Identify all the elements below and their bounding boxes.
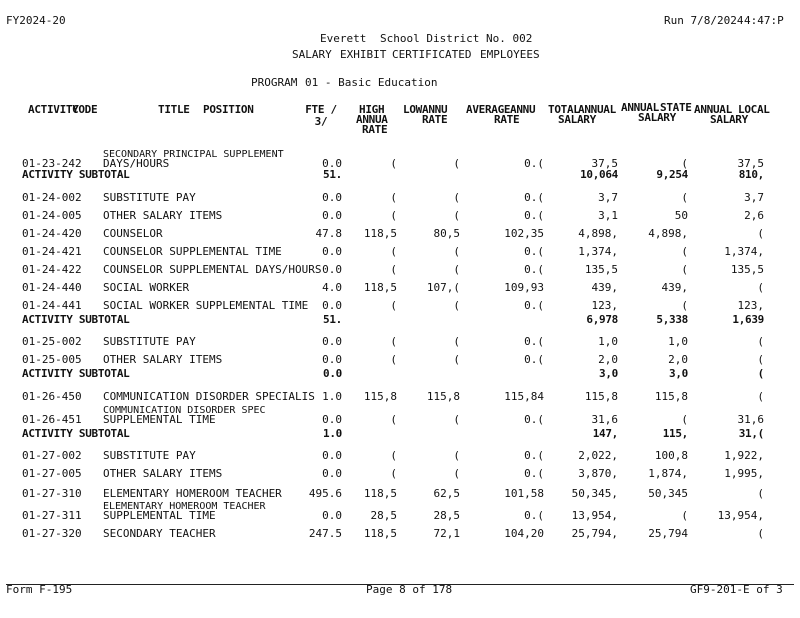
col-local-1: ANNUAL (694, 103, 732, 116)
cell-fte: 0.0 (322, 413, 342, 426)
cell-fte: 47.8 (315, 227, 342, 240)
cell-total: 25,794, (571, 527, 618, 540)
cell-state: 9,254 (656, 168, 688, 181)
row-code: 01-27-311 (22, 509, 82, 522)
cell-local: ( (757, 335, 764, 348)
cell-local: 31,( (738, 427, 764, 440)
row-title: SUBSTITUTE PAY (103, 449, 196, 462)
col-total-2: ANNUAL (578, 103, 616, 116)
row-title: SECONDARY TEACHER (103, 527, 216, 540)
cell-high: ( (390, 335, 397, 348)
row-title: SOCIAL WORKER (103, 281, 190, 294)
cell-local: 13,954, (717, 509, 764, 522)
cell-avg: 109,93 (504, 281, 544, 294)
row-code: 01-24-420 (22, 227, 82, 240)
cell-state: 50 (674, 209, 688, 222)
cell-local: 135,5 (730, 263, 764, 276)
col-high-3: RATE (362, 123, 388, 136)
cell-avg: 0.( (524, 209, 544, 222)
row-title: COUNSELOR SUPPLEMENTAL TIME (103, 245, 282, 258)
col-position: POSITION (203, 103, 254, 116)
cell-state: 1,874, (648, 467, 688, 480)
col-low-2: ANNU (422, 103, 448, 116)
cell-avg: 0.( (524, 509, 544, 522)
run-date: Run 7/8/2024 (664, 14, 744, 27)
row-title-line2: SECONDARY PRINCIPAL SUPPLEMENT (103, 149, 284, 160)
cell-fte: 0.0 (322, 157, 342, 170)
col-local-3: SALARY (710, 113, 748, 126)
cell-avg: 0.( (524, 467, 544, 480)
col-activity: ACTIVITY (28, 103, 79, 116)
page-number: Page 8 of 178 (366, 583, 453, 596)
col-low-1: LOW (403, 103, 422, 116)
subtotal-label: ACTIVITY SUBTOTAL (22, 427, 130, 440)
cell-total: 50,345, (571, 487, 618, 500)
cell-local: ( (757, 281, 764, 294)
cell-avg: 0.( (524, 413, 544, 426)
cell-total: 2,022, (578, 449, 618, 462)
cell-total: 2,0 (598, 353, 618, 366)
row-code: 01-24-422 (22, 263, 82, 276)
cell-local: 1,374, (724, 245, 764, 258)
cell-low: 107,( (426, 281, 460, 294)
cell-total: 3,870, (578, 467, 618, 480)
col-high-1: HIGH (359, 103, 385, 116)
row-title-line2: ELEMENTARY HOMEROOM TEACHER (103, 501, 266, 512)
cell-total: 6,978 (586, 313, 618, 326)
run-time: 4:47:P (744, 14, 784, 27)
cell-total: 123, (591, 299, 618, 312)
cell-avg: 0.( (524, 157, 544, 170)
subtotal-label: ACTIVITY SUBTOTAL (22, 313, 130, 326)
cell-local: ( (757, 353, 764, 366)
cell-fte: 0.0 (323, 367, 342, 380)
row-code: 01-24-005 (22, 209, 82, 222)
col-total-1: TOTAL (548, 103, 580, 116)
cell-local: ( (757, 227, 764, 240)
subtotal-label: ACTIVITY SUBTOTAL (22, 168, 130, 181)
cell-avg: 0.( (524, 299, 544, 312)
cell-low: ( (453, 299, 460, 312)
col-avg-2: ANNU (510, 103, 536, 116)
report-title-employees: EMPLOYEES (480, 48, 540, 61)
row-title: SUPPLEMENTAL TIME (103, 413, 216, 426)
cell-low: 28,5 (433, 509, 460, 522)
cell-high: ( (390, 449, 397, 462)
cell-total: 10,064 (580, 168, 618, 181)
cell-high: 118,5 (363, 281, 397, 294)
row-code: 01-27-002 (22, 449, 82, 462)
cell-fte: 51. (323, 313, 342, 326)
cell-fte: 495.6 (308, 487, 342, 500)
cell-state: 1,0 (668, 335, 688, 348)
cell-total: 3,1 (598, 209, 618, 222)
cell-low: ( (453, 413, 460, 426)
cell-state: ( (681, 263, 688, 276)
cell-local: ( (757, 527, 764, 540)
row-code: 01-24-441 (22, 299, 82, 312)
row-code: 01-27-320 (22, 527, 82, 540)
col-total-3: SALARY (558, 113, 596, 126)
subtotal-label: ACTIVITY SUBTOTAL (22, 367, 130, 380)
row-title-line2: COMMUNICATION DISORDER SPEC (103, 405, 266, 416)
cell-local: 1,995, (724, 467, 764, 480)
cell-low: ( (453, 263, 460, 276)
cell-local: 37,5 (737, 157, 764, 170)
cell-state: 2,0 (668, 353, 688, 366)
row-title: ELEMENTARY HOMEROOM TEACHER (103, 487, 282, 500)
row-title: OTHER SALARY ITEMS (103, 353, 223, 366)
col-code: CODE (72, 103, 98, 116)
cell-high: ( (390, 245, 397, 258)
cell-fte: 0.0 (322, 353, 342, 366)
cell-low: 72,1 (433, 527, 460, 540)
cell-avg: 115,84 (504, 390, 544, 403)
cell-total: 37,5 (591, 157, 618, 170)
col-state-2: STATE (660, 101, 692, 114)
cell-low: 80,5 (433, 227, 460, 240)
row-title: SUBSTITUTE PAY (103, 191, 196, 204)
col-fte: FTE / 3/ (305, 103, 337, 128)
cell-local: 31,6 (737, 413, 764, 426)
cell-state: ( (681, 191, 688, 204)
col-local-2: LOCAL (738, 103, 770, 116)
cell-total: 1,0 (598, 335, 618, 348)
cell-high: ( (390, 157, 397, 170)
col-state-3: SALARY (638, 111, 676, 124)
row-title: OTHER SALARY ITEMS (103, 209, 223, 222)
cell-high: ( (390, 209, 397, 222)
cell-fte: 51. (323, 168, 342, 181)
cell-total: 31,6 (591, 413, 618, 426)
cell-total: 3,7 (598, 191, 618, 204)
cell-state: ( (681, 157, 688, 170)
cell-total: 4,898, (578, 227, 618, 240)
cell-low: ( (453, 245, 460, 258)
report-code: GF9-201-E of 3 (690, 583, 783, 596)
cell-low: ( (453, 335, 460, 348)
cell-avg: 104,20 (504, 527, 544, 540)
cell-state: 25,794 (648, 527, 688, 540)
cell-high: ( (390, 191, 397, 204)
col-high-2: ANNUA (356, 113, 388, 126)
cell-avg: 102,35 (504, 227, 544, 240)
cell-avg: 0.( (524, 245, 544, 258)
cell-high: ( (390, 467, 397, 480)
cell-state: ( (681, 413, 688, 426)
row-code: 01-23-242 (22, 157, 82, 170)
cell-local: ( (757, 367, 764, 380)
cell-total: 3,0 (599, 367, 618, 380)
program-label: PROGRAM (251, 76, 298, 89)
fiscal-year: FY2024-20 (6, 14, 66, 27)
cell-total: 147, (592, 427, 618, 440)
cell-state: 115, (662, 427, 688, 440)
cell-state: 4,898, (648, 227, 688, 240)
cell-high: 115,8 (363, 390, 397, 403)
cell-high: 118,5 (363, 527, 397, 540)
row-code: 01-24-440 (22, 281, 82, 294)
cell-low: 115,8 (426, 390, 460, 403)
cell-fte: 1.0 (323, 427, 342, 440)
row-code: 01-25-005 (22, 353, 82, 366)
form-number: Form F-195 (6, 583, 73, 596)
cell-local: ( (757, 390, 764, 403)
col-avg-3: RATE (494, 113, 520, 126)
cell-high: 118,5 (363, 487, 397, 500)
cell-local: 1,922, (724, 449, 764, 462)
cell-fte: 4.0 (322, 281, 342, 294)
row-code: 01-27-310 (22, 487, 82, 500)
cell-low: ( (453, 449, 460, 462)
cell-total: 1,374, (578, 245, 618, 258)
row-code: 01-24-002 (22, 191, 82, 204)
cell-low: ( (453, 191, 460, 204)
row-title: OTHER SALARY ITEMS (103, 467, 223, 480)
cell-fte: 0.0 (322, 191, 342, 204)
cell-high: ( (390, 263, 397, 276)
cell-high: ( (390, 353, 397, 366)
cell-total: 135,5 (584, 263, 618, 276)
cell-state: ( (681, 299, 688, 312)
cell-low: ( (453, 209, 460, 222)
row-code: 01-26-451 (22, 413, 82, 426)
cell-high: 118,5 (363, 227, 397, 240)
cell-high: ( (390, 413, 397, 426)
cell-fte: 0.0 (322, 509, 342, 522)
row-code: 01-25-002 (22, 335, 82, 348)
district-name: Everett (320, 32, 367, 45)
row-code: 01-27-005 (22, 467, 82, 480)
col-avg-1: AVERAGE (466, 103, 511, 116)
cell-fte: 0.0 (322, 449, 342, 462)
district-number: School District No. 002 (380, 32, 533, 45)
cell-local: 1,639 (732, 313, 764, 326)
report-title-salary: SALARY (292, 48, 332, 61)
cell-fte: 0.0 (322, 245, 342, 258)
cell-avg: 101,58 (504, 487, 544, 500)
cell-low: ( (453, 353, 460, 366)
row-title: SUPPLEMENTAL TIME (103, 509, 216, 522)
cell-total: 13,954, (571, 509, 618, 522)
cell-state: 439, (661, 281, 688, 294)
row-code: 01-24-421 (22, 245, 82, 258)
cell-total: 115,8 (584, 390, 618, 403)
col-state-1: ANNUAL (621, 101, 659, 114)
cell-fte: 1.0 (322, 390, 342, 403)
cell-state: 100,8 (654, 449, 688, 462)
row-title: COMMUNICATION DISORDER SPECIALIS (103, 390, 315, 403)
cell-state: 115,8 (654, 390, 688, 403)
col-low-3: RATE (422, 113, 448, 126)
report-title-exhibit: EXHIBIT (340, 48, 387, 61)
row-title: SUBSTITUTE PAY (103, 335, 196, 348)
cell-fte: 0.0 (322, 263, 342, 276)
cell-state: 5,338 (656, 313, 688, 326)
cell-state: ( (681, 509, 688, 522)
cell-fte: 0.0 (322, 335, 342, 348)
cell-total: 439, (591, 281, 618, 294)
cell-avg: 0.( (524, 335, 544, 348)
cell-low: ( (453, 157, 460, 170)
report-title-certificated: CERTIFICATED (392, 48, 472, 61)
cell-low: ( (453, 467, 460, 480)
cell-state: 50,345 (648, 487, 688, 500)
cell-local: 3,7 (744, 191, 764, 204)
row-title: COUNSELOR SUPPLEMENTAL DAYS/HOURS (103, 263, 322, 276)
cell-avg: 0.( (524, 263, 544, 276)
cell-fte: 0.0 (322, 299, 342, 312)
cell-state: 3,0 (669, 367, 688, 380)
cell-avg: 0.( (524, 353, 544, 366)
row-title: DAYS/HOURS (103, 157, 170, 170)
cell-local: 123, (737, 299, 764, 312)
row-code: 01-26-450 (22, 390, 82, 403)
cell-fte: 247.5 (308, 527, 342, 540)
program-value: 01 - Basic Education (305, 76, 438, 89)
cell-high: 28,5 (370, 509, 397, 522)
row-title: COUNSELOR (103, 227, 163, 240)
cell-local: ( (757, 487, 764, 500)
cell-high: ( (390, 299, 397, 312)
col-title: TITLE (158, 103, 190, 116)
cell-local: 2,6 (744, 209, 764, 222)
cell-avg: 0.( (524, 191, 544, 204)
cell-state: ( (681, 245, 688, 258)
cell-low: 62,5 (433, 487, 460, 500)
cell-avg: 0.( (524, 449, 544, 462)
cell-fte: 0.0 (322, 209, 342, 222)
cell-local: 810, (738, 168, 764, 181)
row-title: SOCIAL WORKER SUPPLEMENTAL TIME (103, 299, 309, 312)
cell-fte: 0.0 (322, 467, 342, 480)
